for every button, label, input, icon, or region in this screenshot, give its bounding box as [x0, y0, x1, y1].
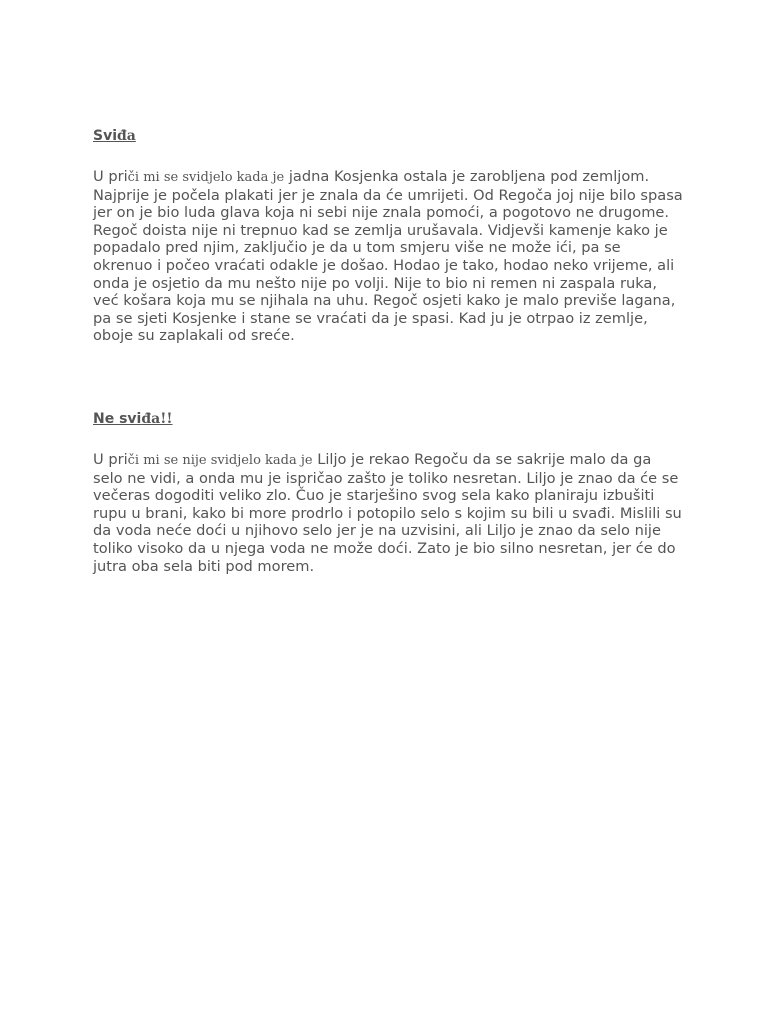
heading-text: Ne svi: [93, 411, 142, 427]
paragraph-lead-start: U pri: [93, 451, 128, 468]
paragraph-likes: [93, 168, 683, 345]
paragraph-lead-start: U pri: [93, 168, 128, 185]
paragraph-lead: či mi se svidjelo kada je: [127, 170, 285, 185]
paragraph-body: jadna Kosjenka ostala je zarobljena pod zemljom. Najprije je počela plakati jer je znala da će umrijeti. Od Regoča joj nije bilo spasa jer on je bio luda glava koja ni sebi nije znala pomoći, a pogotovo ne drugome. Regoč doista nije ni trepnuo kad se zemlja urušavala. Vidjevši kamenje kako je popadalo pred njim, zaključio je da u tom smjeru više ne može ići, pa se okrenuo i počeo vraćati odakle je došao. Hodao je tako, hodao neko vrijeme, ali onda je osjetio da mu nešto nije po volji. Nije to bio ni remen ni zaspala ruka, već košara koja mu se njihala na uhu. Regoč osjeti kako je malo previše lagana, pa se sjeti Kosjenke i stane se vraćati da je spasi. Kad ju je otrpao iz zemlje, oboje su zaplakali od sreće.: [93, 168, 683, 345]
paragraph-lead: či mi se nije svidjelo kada je: [127, 453, 313, 468]
section-heading-likes: [93, 128, 136, 144]
heading-text: Svi: [93, 128, 118, 144]
paragraph-dislikes: [93, 451, 683, 575]
heading-text-suffix: đa!!: [141, 411, 173, 427]
paragraph-body: Liljo je rekao Regoču da se sakrije malo da ga selo ne vidi, a onda mu je ispričao zašto je toliko nesretan. Liljo je znao da će se večeras dogoditi veliko zlo. Čuo je starješino svog sela kako planiraju izbušiti rupu u brani, kako bi more prodrlo i potopilo selo s kojim su bili u svađi. Mislili su da voda neće doći u njihovo selo jer je na uzvisini, ali Liljo je znao da selo nije toliko visoko da u njega voda ne može doći. Zato je bio silno nesretan, jer će do jutra oba sela biti pod morem.: [93, 451, 682, 575]
section-heading-dislikes: [93, 411, 173, 427]
heading-text-suffix: đa: [117, 128, 136, 144]
